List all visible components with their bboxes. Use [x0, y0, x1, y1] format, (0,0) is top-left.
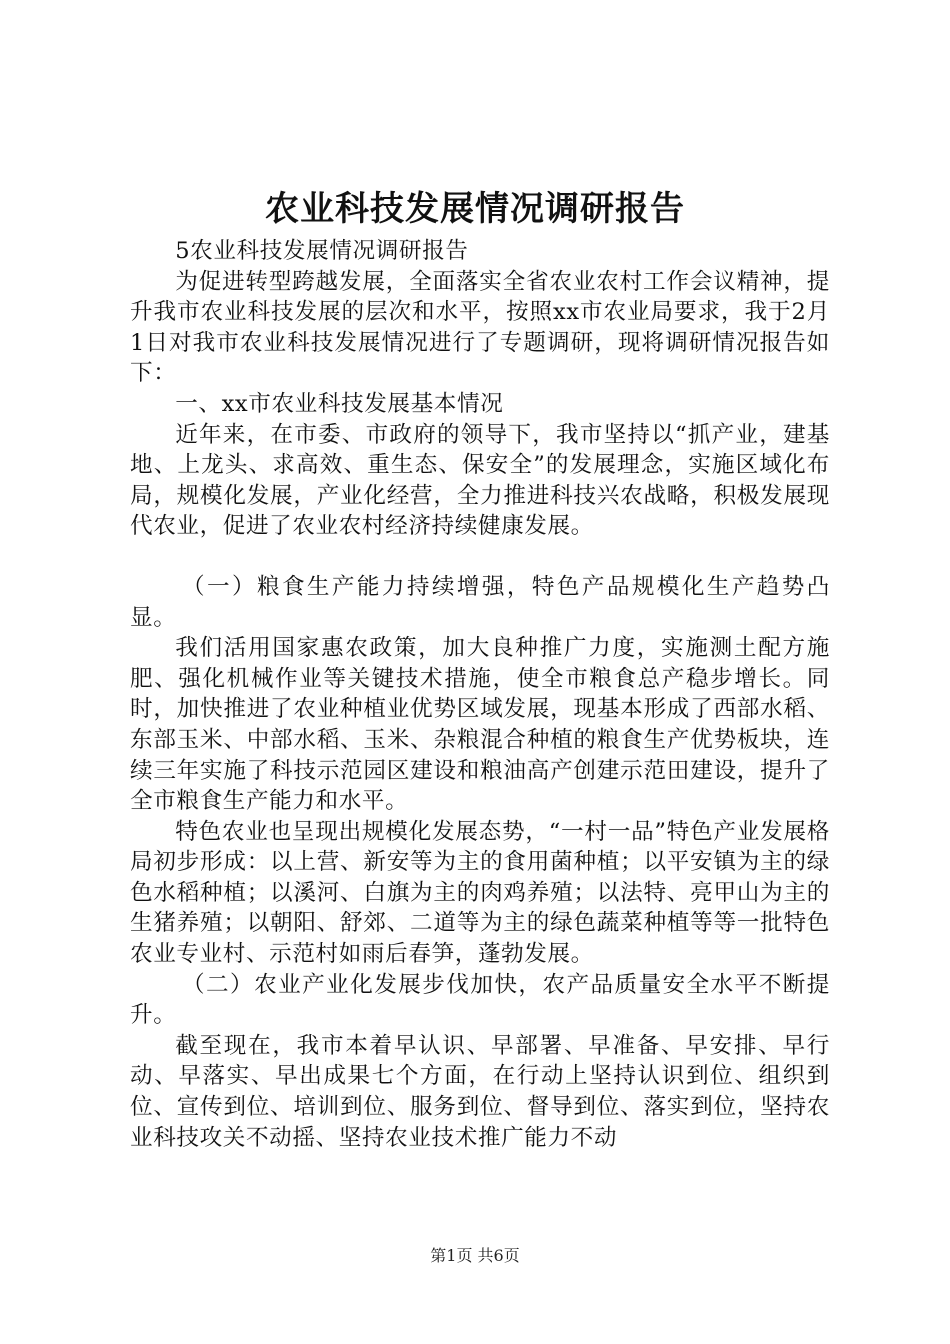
- document-title: 农业科技发展情况调研报告: [265, 189, 685, 229]
- paragraph-overview: 近年来，在市委、市政府的领导下，我市坚持以“抓产业，建基地、上龙头、求高效、重生态、保安全”的发展理念，实施区域化布局，规模化发展，产业化经营，全力推进科技兴农战略，积极发展现代农业，促进了农业农村经济持续健康发展。: [130, 421, 830, 540]
- section-heading-1: 一、xx市农业科技发展基本情况: [175, 390, 504, 417]
- paragraph-specialty: 特色农业也呈现出规模化发展态势，“一村一品”特色产业发展格局初步形成：以上营、新安等为主的食用菌种植；以平安镇为主的绿色水稻种植；以溪河、白旗为主的肉鸡养殖；以法特、亮甲山为主的生猪养殖；以朝阳、舒郊、二道等为主的绿色蔬菜种植等等一批特色农业专业村、示范村如雨后春笋，蓬勃发展。: [130, 818, 830, 968]
- paragraph-industrialization: 截至现在，我市本着早认识、早部署、早准备、早安排、早行动、早落实、早出成果七个方面，在行动上坚持认识到位、组织到位、宣传到位、培训到位、服务到位、督导到位、落实到位，坚持农业科技攻关不动摇、坚持农业技术推广能力不动: [130, 1032, 830, 1151]
- page-footer: 第1页 共6页: [430, 1246, 520, 1265]
- subsection-heading-1: （一）粮食生产能力持续增强，特色产品规模化生产趋势凸显。: [130, 573, 830, 631]
- paragraph-grain: 我们活用国家惠农政策，加大良种推广力度，实施测土配方施肥、强化机械作业等关键技术措施，使全市粮食总产稳步增长。同时，加快推进了农业种植业优势区域发展，现基本形成了西部水稻、东部玉米、中部水稻、玉米、杂粮混合种植的粮食生产优势板块，连续三年实施了科技示范园区建设和粮油高产创建示范田建设，提升了全市粮食生产能力和水平。: [130, 635, 830, 815]
- paragraph-intro: 为促进转型跨越发展，全面落实全省农业农村工作会议精神，提升我市农业科技发展的层次和水平，按照xx市农业局要求，我于2月1日对我市农业科技发展情况进行了专题调研，现将调研情况报告如下：: [130, 268, 830, 387]
- subsection-heading-2: （二）农业产业化发展步伐加快，农产品质量安全水平不断提升。: [130, 971, 830, 1029]
- document-body: [130, 236, 830, 1153]
- paragraph-spacer: [130, 542, 830, 572]
- paragraph-subtitle: 5农业科技发展情况调研报告: [175, 238, 469, 264]
